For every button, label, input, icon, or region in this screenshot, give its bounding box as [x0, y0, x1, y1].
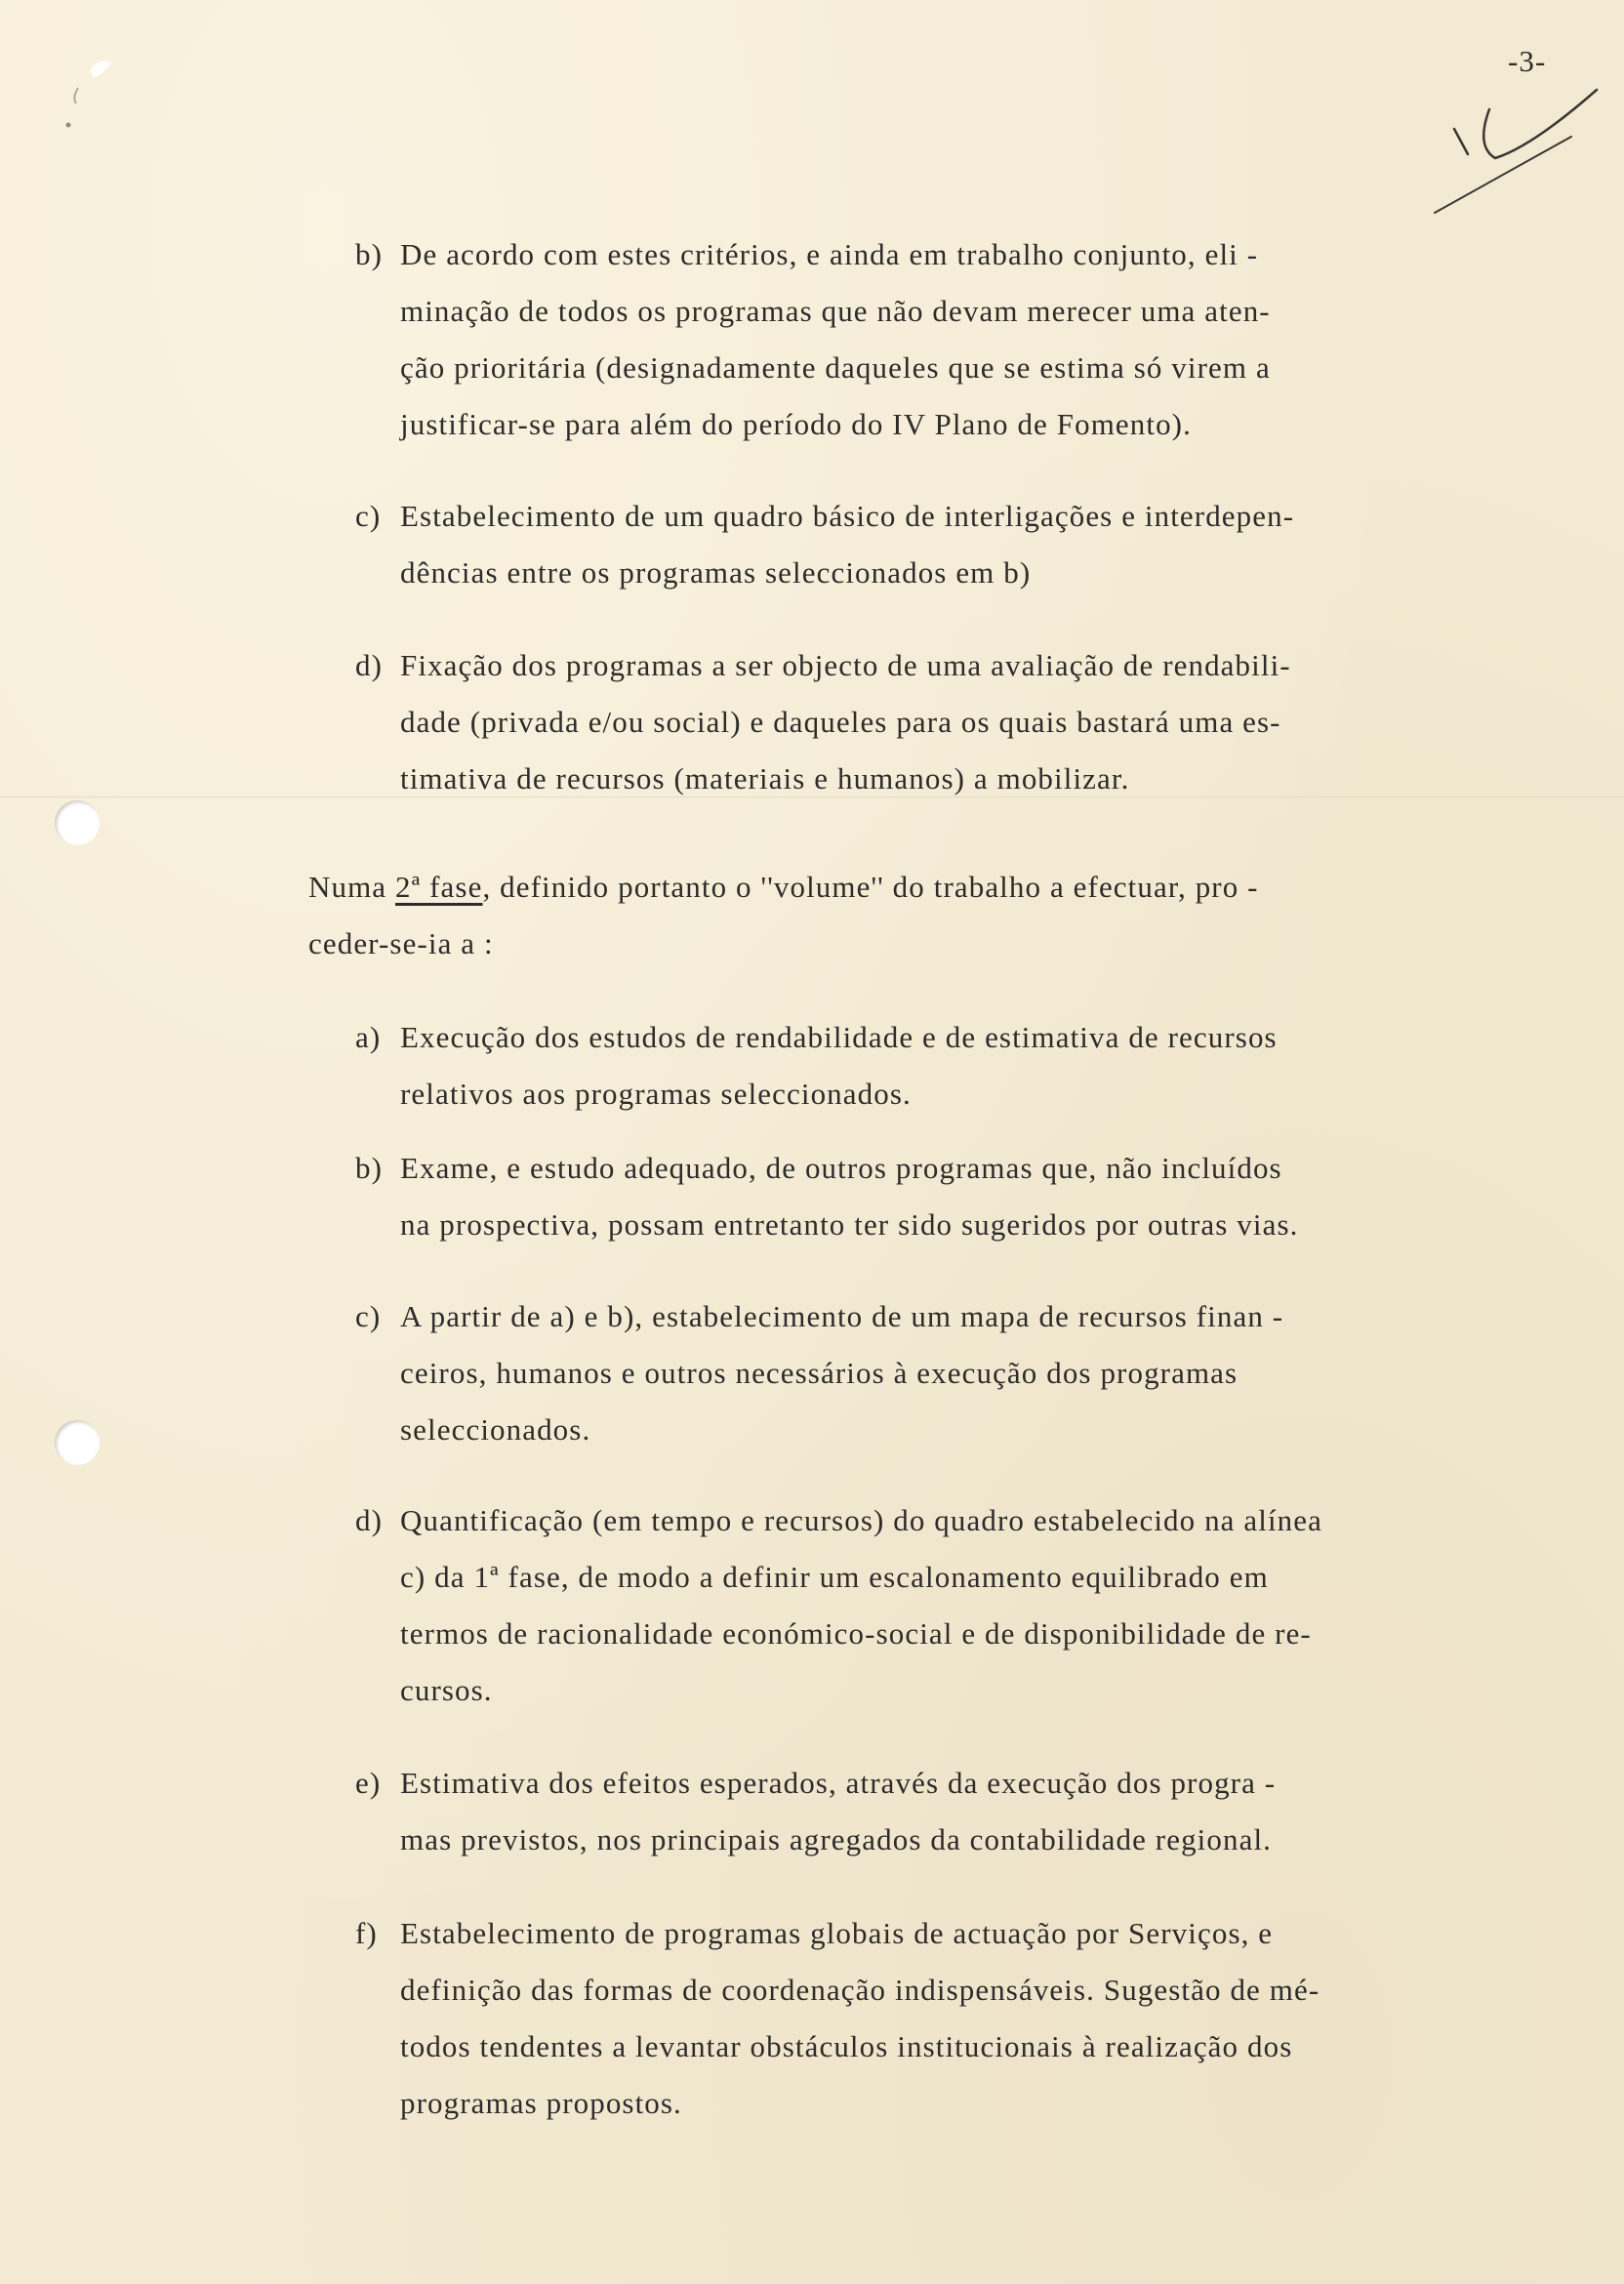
item-label: c) [355, 1299, 382, 1333]
item-text-line: Estimativa dos efeitos esperados, através da execução dos progra - [400, 1766, 1277, 1800]
item-label: c) [355, 499, 382, 533]
item-text-line: A partir de a) e b), estabelecimento de um mapa de recursos finan - [400, 1299, 1284, 1333]
item-label: a) [355, 1020, 382, 1054]
item-text-line: relativos aos programas seleccionados. [400, 1077, 912, 1111]
intro-underlined-phase: 2ª fase [395, 870, 483, 904]
item-text-line: Quantificação (em tempo e recursos) do quadro estabelecido na alínea [400, 1503, 1322, 1537]
paper-stain-mark [59, 49, 137, 137]
item-text-line: ceiros, humanos e outros necessários à execução dos programas [400, 1356, 1238, 1390]
item-text-line: De acordo com estes critérios, e ainda em trabalho conjunto, eli - [400, 237, 1259, 271]
punch-hole-lower [55, 1420, 100, 1465]
item-text-line: minação de todos os programas que não devam merecer uma aten- [400, 294, 1271, 328]
first-phase-item-d [355, 637, 1291, 807]
item-label: b) [355, 1151, 384, 1185]
item-text-line: timativa de recursos (materiais e humanos) a mobilizar. [400, 761, 1130, 795]
item-text-line: definição das formas de coordenação indispensáveis. Sugestão de mé- [400, 1973, 1320, 2007]
item-text-line: dade (privada e/ou social) e daqueles para os quais bastará uma es- [400, 705, 1281, 739]
item-label: e) [355, 1766, 382, 1800]
item-text-line: cursos. [400, 1673, 493, 1707]
second-phase-item-d [355, 1492, 1322, 1719]
item-text-line: Estabelecimento de um quadro básico de interligações e interdepen- [400, 499, 1295, 533]
item-text-line: termos de racionalidade económico-social e de disponibilidade de re- [400, 1616, 1312, 1651]
item-label: b) [355, 237, 384, 271]
second-phase-item-c [355, 1288, 1283, 1458]
second-phase-item-a [355, 1009, 1278, 1122]
handwritten-check-mark [1425, 68, 1610, 215]
punch-hole-upper [55, 800, 100, 845]
intro-text-line: ceder-se-ia a : [308, 926, 494, 960]
item-text-line: ção prioritária (designadamente daqueles que se estima só virem a [400, 350, 1271, 385]
intro-text-line: , definido portanto o ''volume'' do trabalho a efectuar, pro - [482, 870, 1259, 904]
second-phase-item-f [355, 1905, 1320, 2132]
intro-prefix: Numa [308, 870, 396, 904]
item-text-line: Execução dos estudos de rendabilidade e de estimativa de recursos [400, 1020, 1278, 1054]
second-phase-item-e [355, 1755, 1276, 1868]
item-text-line: Exame, e estudo adequado, de outros programas que, não incluídos [400, 1151, 1282, 1185]
first-phase-item-c [355, 488, 1294, 601]
item-text-line: todos tendentes a levantar obstáculos institucionais à realização dos [400, 2029, 1293, 2063]
item-text-line: programas propostos. [400, 2086, 682, 2120]
item-label: d) [355, 648, 384, 682]
item-label: d) [355, 1503, 384, 1537]
item-text-line: dências entre os programas seleccionados em b) [400, 555, 1032, 590]
second-phase-item-b [355, 1140, 1298, 1253]
item-text-line: Fixação dos programas a ser objecto de uma avaliação de rendabili- [400, 648, 1291, 682]
item-text-line: c) da 1ª fase, de modo a definir um escalonamento equilibrado em [400, 1560, 1269, 1594]
page-number: -3- [1508, 44, 1547, 78]
item-text-line: na prospectiva, possam entretanto ter sido sugeridos por outras vias. [400, 1207, 1299, 1242]
item-text-line: Estabelecimento de programas globais de actuação por Serviços, e [400, 1916, 1274, 1950]
item-label: f) [355, 1916, 378, 1950]
item-text-line: justificar-se para além do período do IV Plano de Fomento). [400, 407, 1192, 441]
first-phase-item-b [355, 226, 1271, 453]
item-text-line: mas previstos, nos principais agregados da contabilidade regional. [400, 1822, 1273, 1856]
item-text-line: seleccionados. [400, 1412, 591, 1447]
second-phase-intro [308, 859, 1259, 972]
